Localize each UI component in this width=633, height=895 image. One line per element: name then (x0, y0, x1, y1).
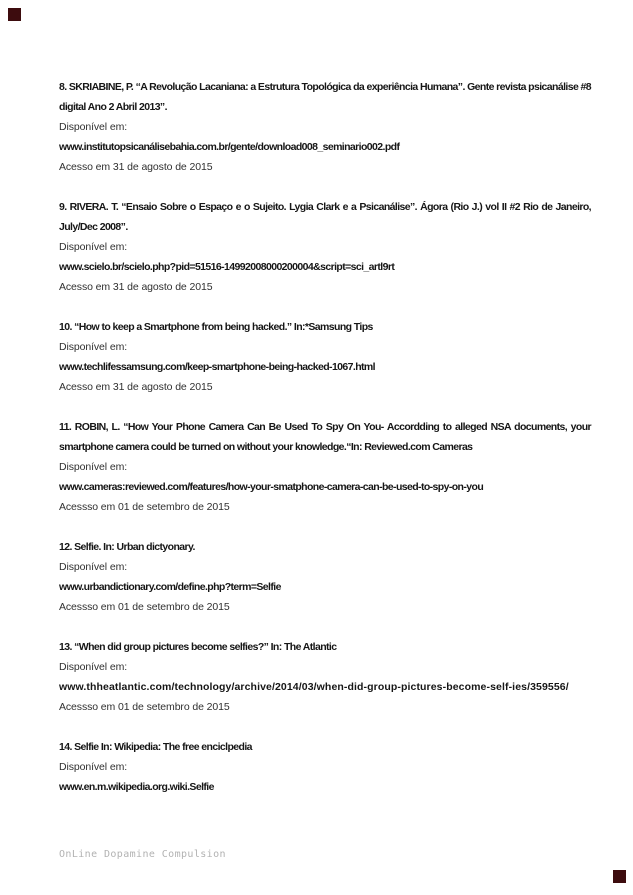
corner-marker-top-left (8, 8, 21, 21)
footer-text: OnLine Dopamine Compulsion (59, 849, 226, 860)
reference-item (59, 637, 591, 717)
reference-title: 13. “When did group pictures become selfies?” In: The Atlantic (59, 641, 337, 653)
access-date: Acesso em 31 de agosto de 2015 (59, 161, 213, 173)
reference-item (59, 197, 591, 297)
reference-item (59, 77, 591, 177)
reference-url: www.urbandictionary.com/define.php?term=Selfie (59, 581, 281, 593)
reference-url: www.institutopsicanálisebahia.com.br/gente/download008_seminario002.pdf (59, 141, 400, 153)
disponivel-label: Disponível em: (59, 561, 128, 573)
disponivel-label: Disponível em: (59, 661, 128, 673)
reference-url: www.en.m.wikipedia.org.wiki.Selfie (59, 781, 214, 793)
disponivel-label: Disponível em: (59, 461, 128, 473)
disponivel-label: Disponível em: (59, 341, 128, 353)
reference-url: www.scielo.br/scielo.php?pid=51516-14992008000200004&script=sci_artl9rt (59, 261, 395, 273)
reference-item (59, 317, 591, 397)
disponivel-label: Disponível em: (59, 121, 128, 133)
reference-title: 9. RIVERA. T. “Ensaio Sobre o Espaço e o Sujeito. Lygia Clark e a Psicanálise”. Ágora (Rio J.) vol II #2 Rio de Janeiro, July/Dec 2008”. (59, 201, 591, 233)
access-date: Acesso em 31 de agosto de 2015 (59, 281, 213, 293)
reference-title: 11. ROBIN, L. “How Your Phone Camera Can Be Used To Spy On You- Accordding to alleged NSA documents, your smartphone camera could be turned on without your knowledge.“In: Reviewed.com Cameras (59, 421, 591, 453)
access-date: Acesso em 31 de agosto de 2015 (59, 381, 213, 393)
access-date: Acessso em 01 de setembro de 2015 (59, 701, 230, 713)
corner-marker-bottom-right (613, 870, 626, 883)
reference-item (59, 737, 591, 797)
disponivel-label: Disponível em: (59, 761, 128, 773)
reference-title: 10. “How to keep a Smartphone from being hacked.” In:*Samsung Tips (59, 321, 373, 333)
reference-title: 12. Selfie. In: Urban dictyonary. (59, 541, 195, 553)
reference-item (59, 417, 591, 517)
access-date: Acessso em 01 de setembro de 2015 (59, 601, 230, 613)
reference-url: www.thheatlantic.com/technology/archive/2014/03/when-did-group-pictures-become-self-ies/359556/ (59, 681, 569, 693)
reference-url: www.cameras:reviewed.com/features/how-your-smatphone-camera-can-be-used-to-spy-on-you (59, 481, 484, 493)
reference-item (59, 537, 591, 617)
reference-url: www.techlifessamsung.com/keep-smartphone-being-hacked-1067.html (59, 361, 375, 373)
disponivel-label: Disponível em: (59, 241, 128, 253)
reference-title: 14. Selfie In: Wikipedia: The free enciclpedia (59, 741, 252, 753)
reference-title: 8. SKRIABINE, P. “A Revolução Lacaniana: a Estrutura Topológica da experiência Humana”. Gente revista psicanálise #8 digital Ano 2 Abril 2013”. (59, 81, 591, 113)
access-date: Acessso em 01 de setembro de 2015 (59, 501, 230, 513)
references-list (59, 77, 591, 817)
